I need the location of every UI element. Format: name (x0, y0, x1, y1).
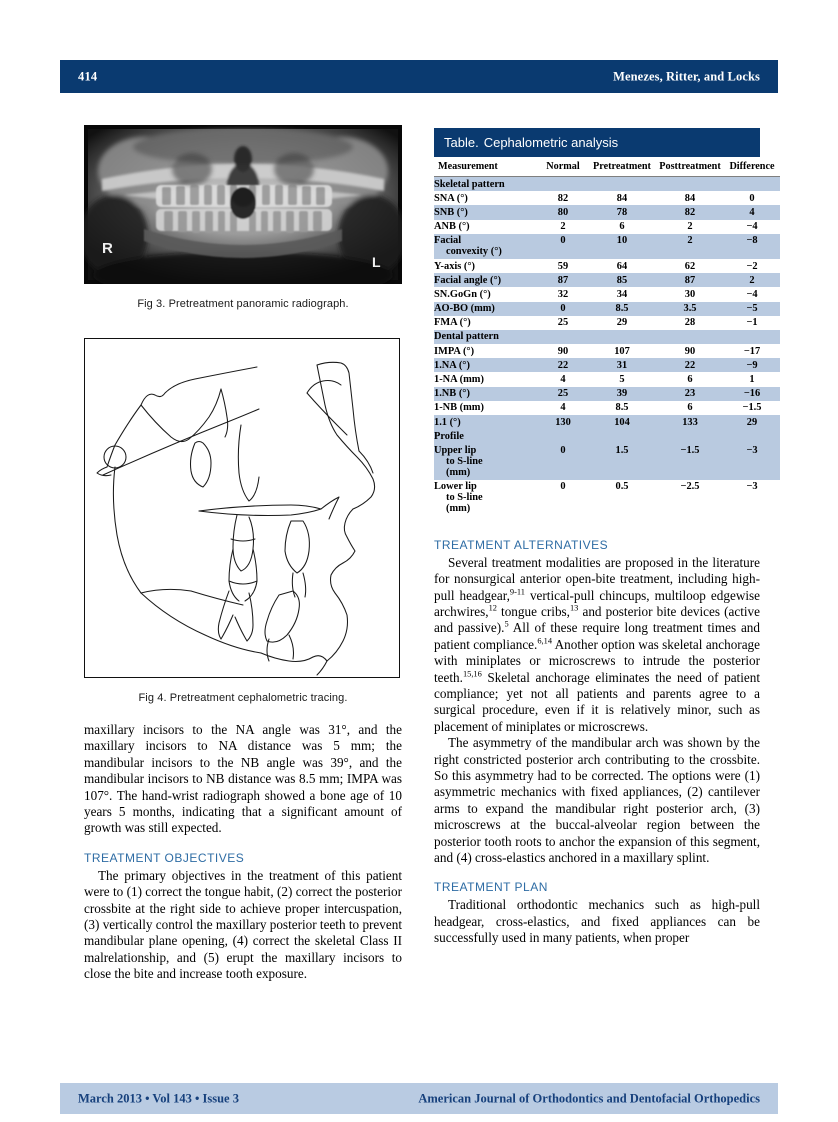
cephalometric-analysis-table (434, 128, 775, 516)
table-cell-posttreatment: 3.5 (656, 302, 724, 316)
alt-text-e: All of these require long treatment times and patient compliance. (434, 620, 760, 652)
table-row (434, 415, 780, 429)
table-cell-normal: 22 (538, 358, 588, 372)
table-cephalometric (434, 157, 780, 516)
table-cell-difference: −5 (724, 302, 780, 316)
table-cell-pretreatment: 8.5 (588, 302, 656, 316)
col-header-pretreatment: Pretreatment (588, 157, 656, 177)
table-cell-normal: 59 (557, 260, 569, 272)
treatment-alternatives-paragraph-1 (434, 555, 760, 735)
table-group-label: Dental pattern (434, 330, 780, 344)
table-row (434, 316, 780, 330)
table-cell-posttreatment: 30 (684, 288, 696, 300)
table-cell-measurement: 1.1 (°) (434, 415, 538, 429)
table-cell-normal: 32 (557, 288, 569, 300)
table-cell-measurement: Facial convexity (°) (434, 234, 538, 259)
right-column (434, 128, 775, 947)
table-cell-measurement: 1-NB (mm) (434, 402, 484, 414)
reference-9-11: 9-11 (509, 587, 525, 597)
page-header-band (60, 60, 778, 93)
col-header-posttreatment: Posttreatment (656, 157, 724, 177)
reference-5: 5 (504, 619, 509, 629)
table-cell-pretreatment: 84 (616, 192, 628, 204)
table-cell-measurement: IMPA (°) (434, 345, 475, 357)
treatment-objectives-paragraph: The primary objectives in the treatment of this patient were to (1) correct the tongue habit, (2) correct the posterior crossbite at the right side to achieve proper intercuspation, (3) vertically control the maxillary posterior teeth to prevent mandibular plane opening, (4) correct the skeletal Class II malrelationship, and (5) erupt the maxillary incisors to close the bite and increase tooth exposure. (84, 867, 402, 982)
table-cell-difference: −8 (724, 234, 780, 259)
section-heading-treatment-plan: TREATMENT PLAN (434, 880, 548, 895)
treatment-alternatives-paragraph-2: The asymmetry of the mandibular arch was shown by the right constricted posterior arch contributing to the crossbite. So this asymmetry had to be corrected. The options were (1) asymmetric mechanics with fixed appliances, (2) cantilever arms to expand the mandibular right posterior arch, (3) microscrews at the buccal-alveolar region between the posterior tooth roots to anchor the expansion of this segment, and (4) cross-elastics anchored in a maxillary splint. (434, 735, 760, 866)
figure-4-caption: Fig 4. Pretreatment cephalometric tracing. (138, 692, 348, 704)
table-cell-normal: 25 (557, 317, 569, 329)
table-header-row (434, 157, 780, 177)
table-cell-pretreatment: 10 (588, 234, 656, 259)
table-cell-measurement: FMA (°) (434, 317, 471, 329)
table-cell-difference: 4 (724, 205, 780, 219)
radiograph-marker-left: L (372, 254, 381, 270)
table-cell-normal: 25 (538, 387, 588, 401)
table-cell-normal: 82 (557, 192, 569, 204)
cephalometric-tracing-image (84, 338, 400, 678)
table-row (434, 220, 780, 234)
table-cell-difference: −2 (746, 260, 758, 272)
table-row (434, 401, 780, 415)
table-cell-normal: 90 (557, 345, 569, 357)
table-cell-pretreatment: 34 (616, 288, 628, 300)
figure-3-caption: Fig 3. Pretreatment panoramic radiograph. (137, 298, 349, 310)
figure-3 (84, 125, 402, 310)
table-cell-pretreatment: 104 (588, 415, 656, 429)
table-cell-measurement: SN.GoGn (°) (434, 288, 491, 300)
table-cell-normal: 0 (538, 302, 588, 316)
footer-issue-info: March 2013 • Vol 143 • Issue 3 (78, 1091, 239, 1105)
table-row (434, 259, 780, 273)
table-cell-measurement: 1.NA (°) (434, 358, 538, 372)
table-cell-measurement: ANB (°) (434, 221, 470, 233)
table-cell-posttreatment: 28 (684, 317, 696, 329)
table-cell-pretreatment: 39 (588, 387, 656, 401)
table-cell-posttreatment: −2.5 (680, 481, 700, 493)
table-cell-normal: 80 (538, 205, 588, 219)
table-cell-difference: −1 (746, 317, 758, 329)
table-cell-posttreatment: 84 (684, 192, 696, 204)
table-cell-pretreatment: 29 (616, 317, 628, 329)
table-label: Table. (444, 135, 479, 150)
table-cell-posttreatment: 2 (687, 221, 693, 233)
table-cell-posttreatment: 22 (656, 358, 724, 372)
reference-13: 13 (569, 603, 579, 613)
treatment-plan-paragraph: Traditional orthodontic mechanics such as high-pull headgear, cross-elastics, and fixed appliances can be successfully used in many patients, when proper (434, 897, 760, 946)
table-group-row (434, 177, 780, 192)
section-heading-treatment-objectives: TREATMENT OBJECTIVES (84, 850, 245, 865)
table-cell-measurement: Facial angle (°) (434, 273, 538, 287)
table-row (434, 387, 780, 401)
col-header-difference: Difference (724, 157, 780, 177)
table-cell-pretreatment: 0.5 (615, 481, 629, 493)
table-title: Cephalometric analysis (483, 135, 619, 150)
table-cell-difference: 1 (749, 374, 755, 386)
table-row (434, 273, 780, 287)
table-cell-pretreatment: 64 (616, 260, 628, 272)
table-row (434, 480, 780, 516)
cephalometric-tracing-svg (85, 339, 399, 677)
table-cell-normal: 130 (538, 415, 588, 429)
table-row (434, 287, 780, 301)
table-cell-difference: −4 (746, 221, 758, 233)
alt-text-d: and posterior bite devices (active and passive). (434, 603, 761, 636)
table-cell-difference: −3 (746, 481, 758, 493)
reference-12: 12 (488, 603, 497, 613)
panoramic-radiograph-image (84, 125, 402, 284)
table-cell-pretreatment: 107 (614, 345, 630, 357)
running-authors: Menezes, Ritter, and Locks (613, 69, 760, 83)
table-cell-posttreatment: −1.5 (656, 443, 724, 479)
table-cell-difference: −16 (724, 387, 780, 401)
table-cell-measurement: Lower lip to S-line (mm) (434, 481, 483, 515)
alt-text-g: Skeletal anchorage eliminates the need of patient compliance; yet not all patients and parents agree to a surgical procedure, even if it is relatively minor, such as placement of miniplates or microscrews. (434, 669, 760, 734)
table-cell-measurement: SNB (°) (434, 205, 538, 219)
table-cell-measurement: AO-BO (mm) (434, 302, 538, 316)
table-cell-normal: 4 (560, 374, 566, 386)
table-cell-pretreatment: 6 (619, 221, 625, 233)
table-row (434, 344, 780, 358)
table-cell-pretreatment: 8.5 (615, 402, 629, 414)
table-cell-posttreatment: 6 (687, 402, 693, 414)
table-row (434, 302, 780, 316)
table-cell-pretreatment: 31 (588, 358, 656, 372)
table-cell-posttreatment: 90 (684, 345, 696, 357)
reference-15-16: 15,16 (462, 669, 482, 679)
table-cell-posttreatment: 2 (656, 234, 724, 259)
table-cell-pretreatment: 1.5 (588, 443, 656, 479)
table-title-bar (434, 128, 760, 157)
table-row (434, 234, 780, 259)
table-cell-difference: −3 (724, 443, 780, 479)
table-cell-normal: 0 (538, 443, 588, 479)
table-row (434, 205, 780, 219)
col-header-normal: Normal (538, 157, 588, 177)
table-row (434, 358, 780, 372)
table-cell-posttreatment: 23 (656, 387, 724, 401)
table-cell-posttreatment: 6 (687, 374, 693, 386)
radiograph-marker-right: R (102, 240, 113, 257)
table-cell-measurement: SNA (°) (434, 192, 468, 204)
alt-text-a: Several treatment modalities are proposed in the literature for nonsurgical anterior open-bite treatment, including high-pull headgear, (434, 554, 760, 603)
table-cell-difference: −17 (743, 345, 761, 357)
table-cell-posttreatment: 87 (656, 273, 724, 287)
table-cell-pretreatment: 5 (619, 374, 625, 386)
table-body (434, 177, 780, 516)
table-group-row (434, 429, 780, 443)
alt-text-c: tongue cribs, (496, 603, 570, 619)
table-cell-difference: 2 (724, 273, 780, 287)
table-cell-pretreatment: 78 (588, 205, 656, 219)
table-cell-difference: −4 (746, 288, 758, 300)
alt-text-f: Another option was skeletal anchorage with miniplates or microscrews to intrude the posterior teeth. (434, 636, 761, 685)
alt-text-b: vertical-pull chincups, multiloop edgewise archwires, (434, 587, 760, 619)
table-cell-normal: 87 (538, 273, 588, 287)
table-cell-difference: −1.5 (742, 402, 762, 414)
table-cell-measurement: Upper lip to S-line (mm) (434, 443, 538, 479)
panoramic-radiograph-svg (84, 125, 402, 284)
table-row (434, 443, 780, 479)
table-row (434, 372, 780, 386)
table-cell-difference: 0 (749, 192, 755, 204)
table-cell-difference: −9 (724, 358, 780, 372)
table-cell-posttreatment: 133 (656, 415, 724, 429)
table-row (434, 191, 780, 205)
table-cell-posttreatment: 62 (684, 260, 696, 272)
table-cell-pretreatment: 85 (588, 273, 656, 287)
table-cell-normal: 0 (560, 481, 566, 493)
left-paragraph-continued: maxillary incisors to the NA angle was 31°, and the maxillary incisors to NA distance was 5 mm; the mandibular incisors to the NB angle was 39°, and the mandibular incisors to NB distance was 8.5 mm; IMPA was 107°. The hand-wrist radiograph showed a bone age of 10 years 5 months, indicating that a significant amount of growth was still expected. (84, 722, 402, 836)
page-footer-band (60, 1083, 778, 1114)
table-cell-measurement: 1-NA (mm) (434, 374, 484, 386)
table-cell-measurement: Y-axis (°) (434, 260, 476, 272)
table-cell-normal: 4 (560, 402, 566, 414)
table-group-label: Skeletal pattern (434, 177, 780, 192)
table-cell-posttreatment: 82 (656, 205, 724, 219)
left-column (84, 125, 402, 983)
footer-journal-name: American Journal of Orthodontics and Dentofacial Orthopedics (418, 1091, 760, 1105)
col-header-measurement: Measurement (434, 157, 538, 177)
page-number: 414 (78, 69, 98, 83)
table-cell-normal: 0 (538, 234, 588, 259)
figure-4 (84, 338, 402, 704)
table-cell-measurement: 1.NB (°) (434, 387, 538, 401)
section-heading-treatment-alternatives: TREATMENT ALTERNATIVES (434, 537, 609, 552)
reference-6-14: 6,14 (537, 636, 552, 646)
table-group-row (434, 330, 780, 344)
table-group-label: Profile (434, 429, 780, 443)
table-cell-normal: 2 (560, 221, 566, 233)
table-cell-difference: 29 (724, 415, 780, 429)
